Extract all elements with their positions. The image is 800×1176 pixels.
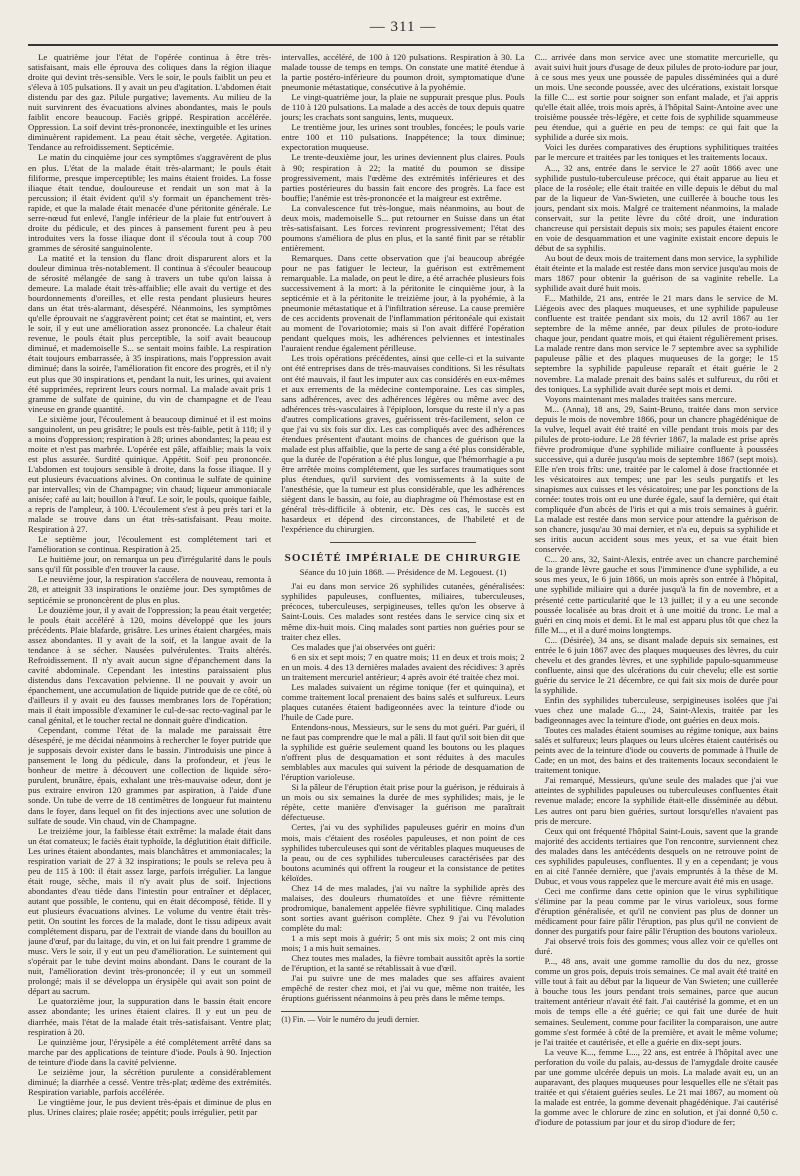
paragraph: Le trente-deuxième jour, les urines deviennent plus claires. Pouls à 90; respiration à 22; la matité du poumon se dissipe progressivement, mais l'œdème des extrémités inférieures et des parties postérieures du bassin fait encore des progrès. La face est bouffie; l'anémie est très-prononcée et la maigreur est extrême. [281,152,525,203]
column-left [28,52,271,1168]
paragraph: La matité et la tension du flanc droit disparurent alors et la douleur diminua très-notablement. Il continua à s'écouler beaucoup de sérosité mélangée de sang à travers un tube qu'on laissa à demeure. La malade était très-affaiblie; elle avait du vertige et des bourdonnements d'oreilles, et elle resta pendant plusieurs heures dans un état très-alarmant, désespéré. Néanmoins, les symptômes qu'elle éprouvait ne s'aggravèrent point; cet état se maintint, et, vers le soir, il y eut une amélioration assez prononcée. La chaleur était revenue, le pouls était plus perceptible, la soif avait beaucoup diminué, et mademoiselle S... se sentait moins faible. La respiration était toujours embarrassée, à 35 inspirations, mais l'oppression avait diminué; dans la soirée, l'amélioration fit encore des progrès, et il n'y eut plus que 30 inspirations et, pendant la nuit, les urines, qui avaient été supprimées, reprirent leurs cours normal. La malade avait pris 1 gramme de sulfate de quinine, du vin de champagne et de l'eau vineuse en grande quantité. [28,252,272,414]
paragraph: Le quatorzième jour, la suppuration dans le bassin était encore assez abondante; les urines étaient claires. Il y eut un peu de diarrhée, mais l'état de la malade était très-satisfaisant. Ventre plat; respiration à 20. [28,996,272,1037]
paragraph: Le huitième jour, on remarqua un peu d'irrégularité dans le pouls sans qu'il fût possible d'en trouver la cause. [28,554,272,575]
column-middle [281,52,524,1168]
paragraph: intervalles, accéléré, de 100 à 120 pulsations. Respiration à 30. La malade tousse de temps en temps. On constate une matité étendue à la partie postéro-inférieure du poumon droit, symptomatique d'une pneumonie métastatique, consécutive à la pyohémie. [281,52,525,93]
header-rule [28,44,778,46]
paragraph: Ceux qui ont fréquenté l'hôpital Saint-Louis, savent que la grande majorité des accidents tertiaires que l'on rencontre, surviennent chez des malades dans les antécédents desquels on ne retrouve point de ces syphilides papuleuses, confluentes. Il y en a cependant; je vous en ai cité l'année dernière, que j'avais empruntés à la thèse de M. Dubuc, et vous vous rappelez que le mercure avait été mis en usage. [534,825,778,886]
paragraph: Le quatrième jour l'état de l'opérée continua à être très-satisfaisant, mais elle éprouva des coliques dans la région iliaque droite qui devint très-sensible. Vers le soir, le pouls faiblit un peu et s'éleva à 105 pulsations. Il y avait un peu d'agitation. L'abdomen était distendu par des gaz. Pilule purgative; lavements. Au milieu de la nuit survinrent des évacuations alvines abondantes, mais le pouls faiblit encore beaucoup. Faciès grippé. Respiration accélérée. Oppression. La soif devint très-prononcée, inextinguible et les urines diminuèrent rapidement. La peau était sèche, vergetée. Agitation. Tendance au refroidissement. Septicémie. [28,52,272,153]
paragraph: C... (Désirée), 34 ans, se disant malade depuis six semaines, est entrée le 6 juin 1867 avec des plaques muqueuses des lèvres, du cuir chevelu et des grandes lèvres, et une syphilide papulo-squammeuse confluente, ainsi que des ulcérations du cuir chevelu; elle est sortie guérie du service le 21 décembre, ce qui fait six mois de durée pour la syphilide. [534,634,778,695]
paragraph: Ceci me confirme dans cette opinion que le virus syphilitique s'élimine par la peau comme par le virus varioleux, sous forme d'éruption généralisée, et qu'il ne convient pas plus de donner un médicament pour faire pâlir l'éruption, pas plus qu'il ne convient de donner des purgatifs pour faire pâlir l'éruption des boutons varioleux. [534,885,778,937]
paragraph: Voyons maintenant mes malades traitées sans mercure. [544,393,737,404]
paragraph: Toutes ces malades étaient soumises au régime tonique, aux bains salés et sulfureux; leurs plaques ou leurs ulcères étaient cautérisés ou peints avec de la teinture d'iode ou couverts de pommade à l'huile de Cade; en un mot, des bains et des traitements locaux secondaient le traitement tonique. [534,725,778,776]
column-right [535,52,778,1168]
paragraph: C... arrivée dans mon service avec une stomatite mercurielle, qu avait suivi huit jours d'usage de deux pilules de proto-iodure par jour, à ce sous mes yeux une poussée de papules disséminées qui a duré un mois. Une seconde poussée, avec des ulcérations, existait lorsque la fille C... est sortie pour soigner son enfant malade, et j'ai appris qu'elle était allée, trois mois après, à l'hôpital Saint-Antoine avec une troisième poussée très-légère, et cette fois de syphilide squammeuse peu étendue, qui a guérie en peu de temps: ce qui fait que la syphilide a durée six mois. [534,52,778,143]
paragraph: Le treizième jour, la faiblesse était extrême: la malade était dans un état comateux; le faciès était typhoïde, la déglutition était difficile. Les urines étaient abondantes, mais blanchâtres et ammoniacales; la respiration variait de 27 à 32 inspirations; le pouls se releva peu à peu de 115 à 100: il était assez large, parfois irrégulier. La langue était rouge, sèche, mais il n'y avait plus de soif. Injections abondantes d'eau tiède dans l'intestin pour entraîner et déplacer, autant que possible, le contenu, qui en était décomposé, fétide. Il y eut plusieurs évacuations alvines. Le volume du ventre était très-petit. On soutint les forces de la malade, dont le tissu adipeux avait complétement disparu, par de l'extrait de viande dans du bouillon au jaune d'œuf, par du laitage, du vin, et on lui fait prendre 1 gramme de musc. Vers le soir, il y eut un peu d'amélioration. Le suintement qui s'opérait par le tube devint moins abondant. Dans le courant de la nuit, l'amélioration devint très-prononcée; il y eut un sommeil prolongé; mais il se développa un érysipèle qui avait son point de départ au sacrum. [28,825,272,997]
paragraph: Remarques. Dans cette observation que j'ai beaucoup abrégée pour ne pas fatiguer le lecteur, la guérison est extrêmement remarquable. La malade, on peut le dire, a été arrachée plusieurs fois successivement à la mort: à la péritonite le cinquième jour, à la septicémie et à la péritonite le treizième jour, à la pyohémie, à la pneumonie métastatique et à l'infiltration séreuse. La cause première de ces accidents provenait de l'inflammation péritonéale qui existait au moment de l'ovariotomie; mais si l'on avait différé l'opération pendant quelques mois, les adhérences pelviennes et intestinales l'auraient rendue également périlleuse. [281,252,525,354]
paragraph: 6 en six et sept mois; 7 en quatre mois; 11 en deux et trois mois; 2 en un mois. 4 des 13 dernières malades avaient des récidives: 3 après un traitement mercuriel antérieur; 4 après avoir été traitée chez moi. [281,651,525,682]
paragraph: Les malades suivaient un régime tonique (fer et quinquina), et comme traitement local prenaient des bains salés et sulfureux. Leurs plaques cutanées étaient badigeonnées avec la teinture d'iode ou l'huile de Cade pure. [281,681,525,722]
paragraph: Chez 14 de mes malades, j'ai vu naître la syphilide après des malaises, des douleurs rhumatoïdes et une fièvre rémittente prodromique, banalement appelée fièvre syphilitique. Cinq malades sont sorties avant guérison complète. Chez 9 j'ai vu l'évolution complète du mal: [281,882,525,933]
paragraph: 1 a mis sept mois à guérir; 5 ont mis six mois; 2 ont mis cinq mois; 1 a mis huit semaines. [281,932,525,954]
paragraph: La convalescence fut très-longue, mais néanmoins, au bout de deux mois, mademoiselle S... put retourner en Suisse dans un état très-satisfaisant. Les forces revinrent progressivement; l'état des poumons s'améliora de plus en plus, et la santé finit par se rétablir entièrement. [281,202,525,253]
paragraph: Les trois opérations précédentes, ainsi que celle-ci et la suivante ont été entreprises dans de très-mauvaises conditions. Si les résultats ont été mauvais, il faut les imputer aux cas considérés en eux-mêmes et aux errements de la médecine contemporaine. Les cas simples, sans adhérences, avec des adhérences légères ou même avec des adhérences très-vasculaires à l'épiploon, lorsque du reste il n'y a pas d'autres complications graves, guérissent très-facilement, selon ce que j'ai vu six fois sur dix. Les cas compliqués avec des adhérences étendues présentent d'autant moins de chances de guérison que la malade est plus affaiblie, que la perte de sang a été plus considérable, que la durée de l'opération a été plus longue, que l'hémorrhagie a pu être arrêtée moins complétement, que les surfaces traumatiques sont plus étendues, qu'il survient des vomissements à la suite de l'anesthésie, que la tumeur est plus considérable, que les adhérences siègent dans le bassin, au foie, au diaphragme où l'hémostase est en général très-difficile à obtenir, etc. Dès ces cas, le succès est hasardeux et dépend des circonstances, de l'habileté et de l'expérience du chirurgien. [281,353,525,535]
columns [28,52,778,1168]
paragraph: A..., 32 ans, entrée dans le service le 27 août 1866 avec une syphilide pustulo-tuberculeuse précoce, qui était apparue au lieu et place de la roséole; elle était traitée en ville depuis le début du mal par de la liqueur de Van-Swieten, une cuillerée à bouche tous les jours, pendant six mois. Malgré ce traitement néanmoins, la malade conservait, sur la petite lèvre du côté droit, une induration chancreuse qui persistait depuis six mois; ses papules étaient encore en voie de desquammation et une vaginite existait encore depuis le début de sa syphilis. [534,162,778,253]
paragraph: La veuve K..., femme L..., 22 ans, est entrée à l'hôpital avec une perforation du voile du palais, au-dessus de l'amygdale droite causée par une gomme ulcérée depuis un mois. La malade avait eu, un an auparavant, des plaques muqueuses pour lesquelles elle ne s'était pas traitée et qui s'étaient guéries seules. Le 21 mai 1867, au moment où la malade est entrée, la gomme devenait phagédénique. J'ai cautérisé la gomme avec le chlorure de zinc en solution, et j'ai donné 0,50 c. d'iodure de potassium par jour et du sirop d'iodure de fer; [534,1046,778,1127]
paragraph: Le matin du cinquième jour ces symptômes s'aggravèrent de plus en plus. L'état de la malade était très-alarmant; le pouls était filiforme, presque imperceptible; les mains étaient froides. La fosse iliaque était tendue, douloureuse et rendait un son mat à la percussion; il était évident qu'il s'y formait un épanchement très-rapide, et que la malade était menacée d'une péritonite générale. Le serre-nœud fut enlevé, l'angle inférieur de la plaie fut entr'ouvert à droite du pédicule, et des pinces à pansement furent peu à peu introduites vers la fosse iliaque dont il s'écoula tout à coup 700 grammes de sérosité sanguinolente. [28,152,272,253]
session-line: Séance du 10 juin 1868. — Présidence de M. Legouest. (1) [299,567,507,578]
paragraph: P..., 48 ans, avait une gomme ramollie du dos du nez, grosse comme un gros pois, depuis trois semaines. Ce mal avait été traité en ville tout à fait au début par la liqueur de Van Swieten; une cuillerée à bouche tous les jours pendant trois semaines, parce que aucun traitement antérieur n'avait été fait. J'ai cautérisé la gomme, et en un mois de temps elle a été guérie; ce qui fait une durée de huit semaines. Seulement, comme pour faciliter la comparaison, une autre gomme s'est formée à côté de la première, et avait le même volume; je l'ai traitée et cautérisée, et elle a guérie en dix-sept jours. [534,956,778,1047]
paragraph: Le vingt-quatrième jour, la plaie ne suppurait presque plus. Pouls de 110 à 120 pulsations. La malade a des accès de toux depuis quatre jours; les crachats sont sanguins, lents, muqueux. [281,92,525,123]
paragraph: Voici les durées comparatives des éruptions syphilitiques traitées par le mercure et traitées par les toniques et les traitements locaux. [534,142,778,163]
paragraph: Le neuvième jour, la respiration s'accélera de nouveau, remonta à 28, et atteignit 33 inspirations le onzième jour. Des symptômes de septicémie se prononcèrent de plus en plus. [28,574,272,605]
paragraph: Le trentième jour, les urines sont troubles, foncées; le pouls varie entre 100 et 110 pulsations. Inappétence; la toux diminue; expectoration muqueuse. [281,122,525,153]
paragraph: J'ai remarqué, Messieurs, qu'une seule des malades que j'ai vue atteintes de syphilides papuleuses ou tuberculeuses confluentes était revenue malade; encore la syphilide était-elle disséminée au début. Les autres ont paru bien guéries, surtout lorsqu'elles n'avaient pas pris de mercure. [534,775,778,826]
paragraph: Au bout de deux mois de traitement dans mon service, la syphilide était éteinte et la malade est restée dans mon service jusqu'au mois de mars 1867 pour obtenir la guérison de sa vaginite rebelle. La syphilide avait duré huit mois. [534,252,778,294]
page-number: — 311 — [369,19,437,35]
paragraph: Le seizième jour, la sécrétion purulente a considérablement diminué; la diarrhée a cessé. Ventre très-plat; œdème des extrémités. Respiration variable, parfois accélérée. [28,1066,272,1097]
page-header [28,0,778,42]
paragraph: Le sixième jour, l'écoulement à beaucoup diminué et il est moins sanguinolent, un peu grisâtre; le pouls est très-faible, petit à 118; il y a moins d'oppression; respiration à 28; urines abondantes; la peau est moite et n'est pas marbrée. L'opérée est pâle, affaiblie; mais la voix est plus assurée. Surdité quinique. Appétit. Soif peu prononcée. L'abdomen est toujours sensible à droite, dans la fosse iliaque. Il y eut plusieurs évacuations alvines. On continua le sulfate de quinine par intervalles; vin de Champagne; vin chaud; liqueur ammoniacale anisée; café au lait; bouillon à l'œuf. Le soir, le pouls, quoique faible, a repris de l'ampleur, à 100. L'écoulement s'est à peu près tari et la malade se trouve dans un état très-satisfaisant. Peau moite. Respiration à 27. [28,413,272,535]
paragraph: F... Mathilde, 21 ans, entrée le 21 mars dans le service de M. Liégeois avec des plaques muqueuses, et une syphilide papuleuse confluente est traitée pendant six mois, du 12 avril 1867 au 1er septembre de la même année, par deux pilules de proto-iodure chaque jour, pendant quatre mois, et qui étaient régulièrement prises. La malade rentre dans mon service le 7 septembre avec sa syphilide papuleuse pâlie et des plaques muqueuses de la gorge; le 15 septembre la syphilide papuleuse reparaît et était guérie le 2 novembre. La malade prenait des bains salés et sulfureux, du rôti et des toniques. La syphilide avait durée sept mois et demi. [534,293,778,394]
paragraph: Chez toutes mes malades, la fièvre tombait aussitôt après la sortie de l'éruption, et la santé se rétablissait à vue d'œil. [281,953,525,974]
paragraph: Le septième jour, l'écoulement est complétement tari et l'amélioration se continua. Respiration à 25. [28,534,272,555]
section-title: SOCIÉTÉ IMPÉRIALE DE CHIRURGIE [284,552,522,565]
paragraph: C... 20 ans, 32, Saint-Alexis, entrée avec un chancre parcheminé de la grande lèvre gauche et sous l'imminence d'une syphilide, a eu sous mes yeux, le 6 juin 1866, un mois après son entrée à l'hôpital, une syphilide miliaire qui a durée jusqu'à la fin de novembre, et a présenté cette particularité que le 13 juillet; il y a eu une seconde poussée localisée au bras droit et à une moitié du tronc. Le mal a guéri en cinq mois et demi. Et le mal est apparu plus tôt que chez la fille M..., et il a duré moins longtemps. [534,554,778,635]
paragraph: Si la pâleur de l'éruption était prise pour la guérison, je réduirais à un mois ou six semaines la durée de mes syphilides; mais, je le répète, cette manière d'envisager la guérison me paraîtrait défectueuse. [281,782,525,823]
paragraph: Le vingtième jour, le pus devient très-épais et diminue de plus en plus. Urines claires; plaie rosée; appétit; pouls irrégulier, petit par [28,1096,272,1117]
paragraph: J'ai eu dans mon service 26 syphilides cutanées, généralisées: syphilides papuleuses, confluentes, miliaires, tuberculeuses, précoces, tuberculeuses, serpigineuses, telles qu'on les observe à Saint-Louis. Ces malades sont restées dans le service cinq six et même dix-huit mois. Cinq malades sont parties non guéries pour se traiter chez elles. [281,581,525,642]
paragraph: Le douzième jour, il y avait de l'oppression; la peau était vergetée; le pouls était accéléré à 120, moins développé que les jours précédents. Plaie blafarde, grisâtre. Les urines étaient chargées, mais assez abondantes. Il y avait de la soif, et la langue avait de la tendance à se sécher. Nausées pulvérulentes. Traits altérés. Refroidissement. Il n'y avait aucun signe d'épanchement dans la cavité abdominale. Cependant les intestins paraissaient plus distendus dans l'excavation pelvienne. Il ne pouvait y avoir un épanchement, une accumulation de liquide putride que de ce côté, où d'ailleurs il y avait eu des fausses membranes lors de l'opération; mais il était impossible d'examiner le cul-de-sac recto-vaginal par le canal génital, et le toucher rectal ne donnait guère d'indication. [28,604,272,726]
paragraph: Ces malades que j'ai observées ont guéri: [291,641,436,652]
paragraph: Enfin des syphilides tuberculeuse, serpigineuses isolées que j'ai vues chez une malade G..., 24, Saint-Alexis, traitée par les badigeonnages avec la teinture d'iode, ont guéries en deux mois. [534,695,778,726]
footnote-rule [281,1011,378,1012]
paragraph: J'ai observé trois fois des gommes; vous allez voir ce qu'elles ont duré. [534,936,778,957]
paragraph: Entendons-nous, Messieurs, sur le sens du mot guéri. Par guéri, il ne faut pas comprendre que le mal a pâli. Il faut qu'il soit bien dit que la syphilide est guérie seulement quand les boutons ou les plaques n'offrent plus de desquamation et sont réduites à des macules semblables aux macules qui suivent la période de desquamation de l'éruption varioleuse. [281,722,525,783]
section-separator [330,542,476,543]
paragraph: Certes, j'ai vu des syphilides papuleuses guérir en moins d'un mois, mais c'étaient des roséoles papuleuses, et non point de ces syphilides tuberculeuses qui sont de véritables plaques muqueuses de la peau, ou de ces syphilides tuberculeuses caractérisées par des boutons acuminés qui offrent la rougeur et la consistance de petites kéloïdes. [281,822,525,883]
paragraph: Le quinzième jour, l'érysipèle a été complétement arrêté dans sa marche par des applications de teinture d'iode. Pouls à 90. Injection de teinture d'iode dans la cavité pelvienne. [28,1036,272,1067]
footnote: (1) Fin. — Voir le numéro du jeudi dernier. [281,1015,420,1025]
paragraph: J'ai pu suivre une de mes malades que ses affaires avaient empêché de rester chez moi, et j'ai vu que, même non traitée, les éruptions guérissent néanmoins à peu près dans le même temps. [281,973,525,1004]
paragraph: Cependant, comme l'état de la malade me paraissait être désespéré, je me décidai néanmoins à rechercher le foyer putride que je supposais devoir exister dans le bassin. J'introduisis une pince à pansement le long du pédicule, dans la profondeur, et j'eus le bonheur de mettre à découvert une collection de liquide séro-purulent, brunâtre, épais, exhalant une très-mauvaise odeur, dont je pus extraire environ 120 grammes par aspiration, à l'aide d'une sonde. Un tube de verre de 18 centimètres de longueur fut maintenu dans le foyer, dans lequel on fit des injections avec une solution de sulfate de soude. Vin chaud, vin de Champagne. [28,725,272,826]
paragraph: M... (Anna), 18 ans, 29, Saint-Bruno, traitée dans mon service depuis le mois de novembre 1866, pour un chancre phagédénique de la vulve, lequel avait été traité en ville pendant trois mois par des pilules de proto-iodure. Le 28 février 1867, la malade est prise après fièvre prodromique d'une syphilide miliaire confluente à poussées successive, qui a durée jusqu'au mois de septembre 1867 (sept mois). Elle n'en trois frîts: une, traitée par le calomel à dose fractionnée et les vésicatoires aux tempes; une par les seuls purgatifs et les sinapismes aux cuisses et les vésicatoires; une par les ponctions de la cornée: toutes trois ont eu une durée égale, sauf la dernière, qui était compliquée d'un abcès de l'iris et qui a mis trois semaines à guérir. La malade est restée dans mon service pour attendre la guérison de son chancre, jusqu'au 30 mai dernier, et n'a eu, depuis sa syphilide et ses iritis aucun accident sous mes yeux, et sa vue était bien conservée. [534,403,778,555]
